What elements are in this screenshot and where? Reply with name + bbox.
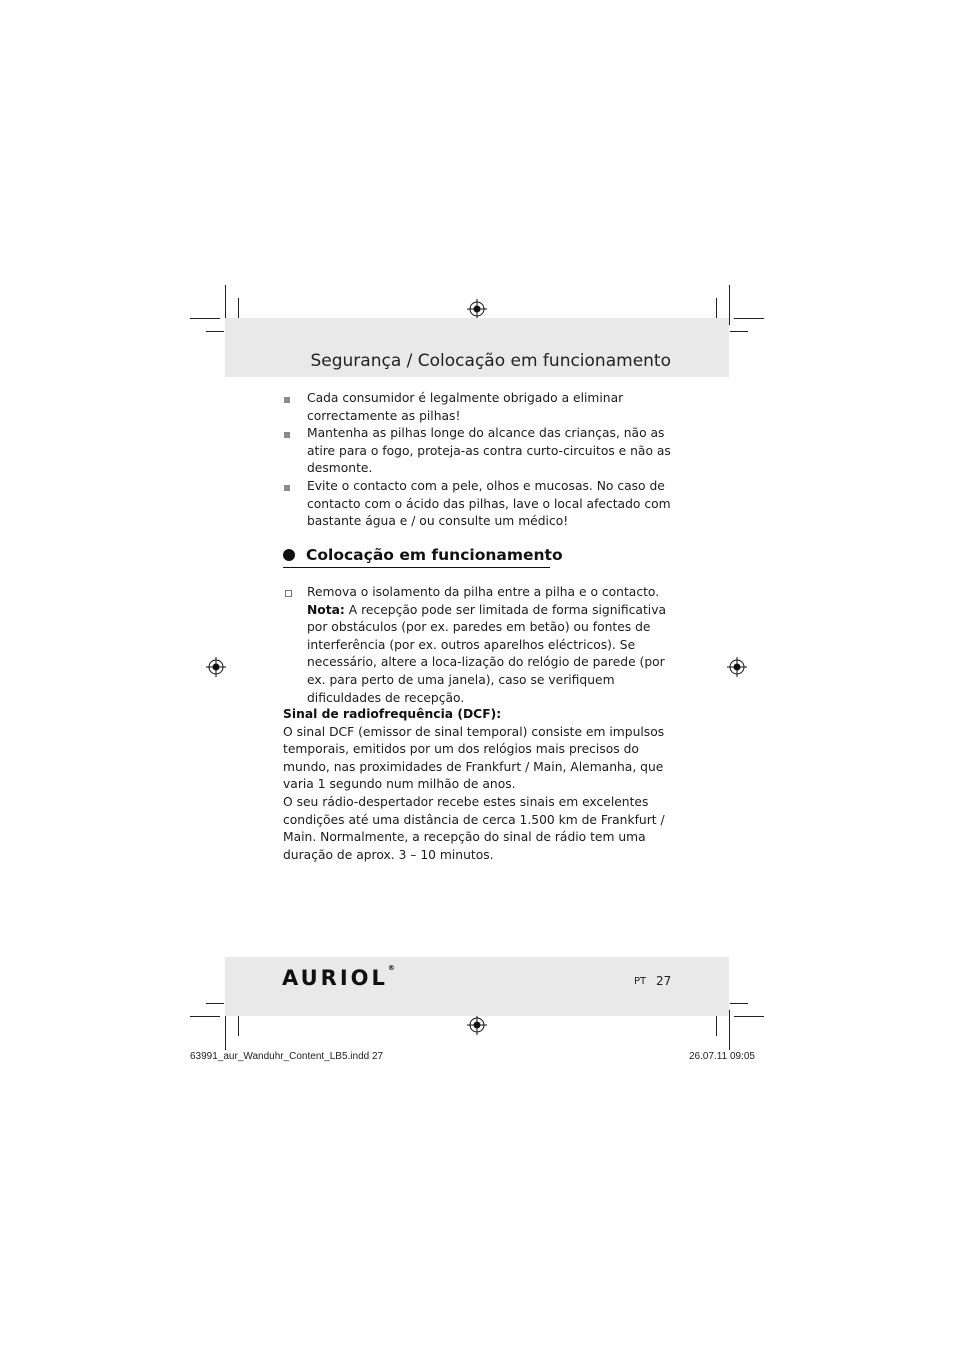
crop-mark — [206, 1003, 224, 1004]
step-block — [283, 584, 683, 707]
section-heading — [283, 546, 563, 568]
page-number: 27 — [656, 974, 672, 988]
safety-bullet-list — [283, 390, 683, 531]
square-bullet-icon — [284, 485, 290, 491]
note-paragraph — [307, 602, 683, 708]
crop-mark — [190, 318, 220, 319]
page-title: Segurança / Colocação em funcionamento — [310, 351, 671, 371]
checkbox-icon — [285, 590, 292, 597]
note-text: A recepção pode ser limitada de forma significativa por obstáculos (por ex. paredes em betão) ou fontes de interferência (por ex. outros aparelhos eléctricos). Se necessário, altere a loca-lização do relógio de parede (por ex. para perto de uma janela), caso se verifiquem dificuldades de recepção. — [307, 602, 667, 705]
crop-mark — [190, 1016, 220, 1017]
language-code: PT — [634, 976, 647, 987]
dcf-paragraph: O sinal DCF (emissor de sinal temporal) consiste em impulsos temporais, emitidos por um dos relógios mais precisos do mundo, nas proximidades de Frankfurt / Main, Alemanha, que varia 1 segundo num milhão de anos. — [283, 724, 665, 792]
crop-mark — [730, 1003, 748, 1004]
auriol-logo: AURIOL® — [282, 964, 395, 990]
crop-mark — [729, 285, 730, 325]
crop-mark — [225, 1010, 226, 1050]
list-item: Mantenha as pilhas longe do alcance das crianças, não as atire para o fogo, proteja-as contra curto-circuitos e não as desmonte. — [283, 425, 683, 478]
crop-mark — [734, 318, 764, 319]
square-bullet-icon — [284, 432, 290, 438]
slug-date: 26.07.11 09:05 — [689, 1051, 755, 1062]
registration-mark-icon — [467, 1015, 487, 1035]
dcf-heading: Sinal de radiofrequência (DCF): — [283, 707, 502, 721]
page-header — [225, 318, 729, 377]
crop-mark — [206, 331, 224, 332]
list-item: Evite o contacto com a pele, olhos e mucosas. No caso de contacto com o ácido das pilhas, lave o local afectado com bastante água e / ou consulte um médico! — [283, 478, 683, 531]
section-title: Colocação em funcionamento — [306, 546, 563, 564]
page-footer — [225, 957, 729, 1016]
registration-mark-icon — [206, 657, 226, 677]
registration-mark-icon — [467, 299, 487, 319]
bullet-dot-icon — [283, 549, 295, 561]
crop-mark — [730, 331, 748, 332]
registration-mark-icon — [727, 657, 747, 677]
dcf-section — [283, 706, 683, 864]
divider — [283, 567, 550, 568]
crop-mark — [734, 1016, 764, 1017]
slug-file: 63991_aur_Wanduhr_Content_LB5.indd 27 — [190, 1051, 384, 1062]
step-text — [283, 584, 683, 707]
note-label: Nota: — [307, 602, 345, 617]
crop-mark — [729, 1010, 730, 1050]
list-item: Cada consumidor é legalmente obrigado a eliminar correctamente as pilhas! — [283, 390, 683, 425]
step-instruction: Remova o isolamento da pilha entre a pilha e o contacto. — [307, 585, 660, 599]
dcf-paragraph: O seu rádio-despertador recebe estes sinais em excelentes condições até uma distância de cerca 1.500 km de Frankfurt / Main. Normalmente, a recepção do sinal de rádio tem uma duração de aprox. 3 – 10 minutos. — [283, 794, 665, 862]
square-bullet-icon — [284, 397, 290, 403]
